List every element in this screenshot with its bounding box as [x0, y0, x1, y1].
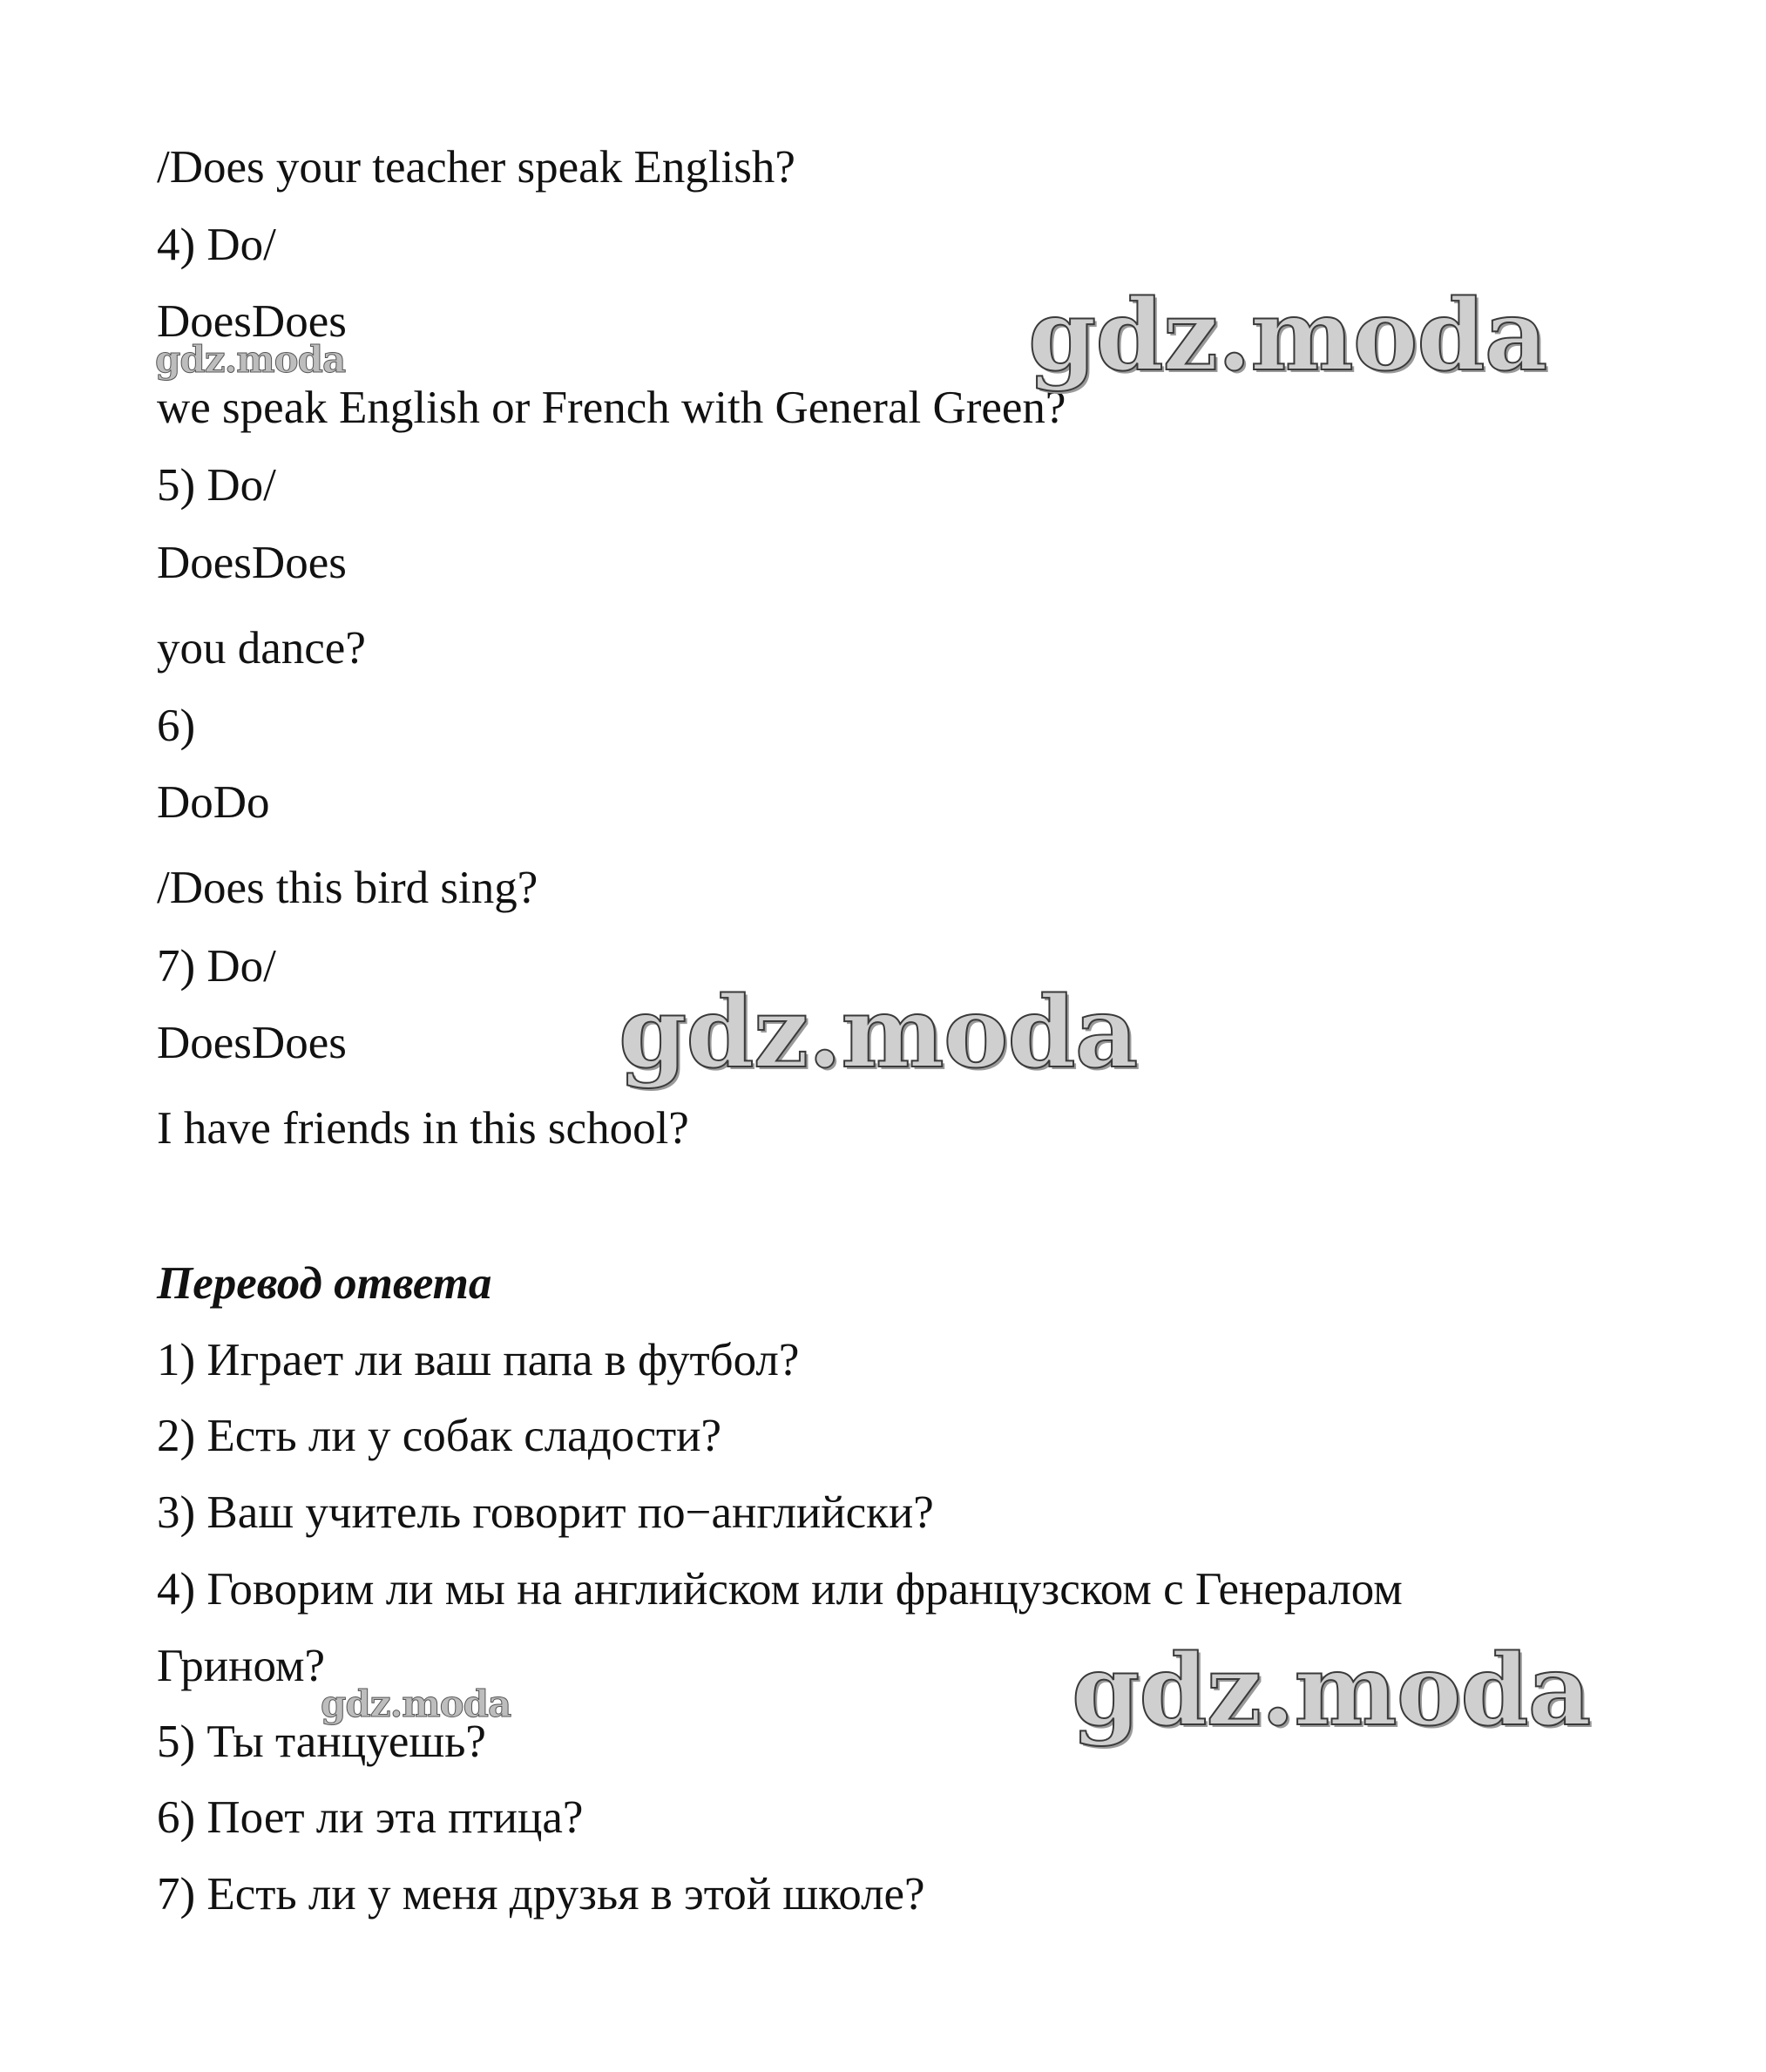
translation-heading: Перевод ответа [157, 1258, 492, 1309]
answer-line-7: you dance? [157, 623, 366, 674]
answer-line-6: DoesDoes [157, 538, 347, 588]
translation-line-8: 7) Есть ли у меня друзья в этой школе? [157, 1869, 925, 1920]
translation-line-2: 2) Есть ли у собак сладости? [157, 1411, 722, 1461]
answer-line-13: I have friends in this school? [157, 1103, 689, 1154]
watermark-logo: gdz.moda [1028, 279, 1547, 393]
answer-line-10: /Does this bird sing? [157, 863, 538, 913]
translation-line-6: 5) Ты танцуешь? [157, 1717, 486, 1767]
translation-line-4: 4) Говорим ли мы на английском или французском с Генералом [157, 1564, 1403, 1615]
answer-line-4: we speak English or French with General Green? [157, 383, 1066, 433]
translation-line-1: 1) Играет ли ваш папа в футбол? [157, 1335, 800, 1385]
answer-line-12: DoesDoes [157, 1018, 347, 1068]
translation-line-3: 3) Ваш учитель говорит по−английски? [157, 1487, 934, 1538]
answer-line-5: 5) Do/ [157, 460, 276, 511]
watermark-logo-small: gdz.moda [155, 338, 346, 381]
answer-line-9: DoDo [157, 777, 270, 828]
watermark-logo: gdz.moda [619, 976, 1138, 1090]
translation-line-5: Грином? [157, 1641, 326, 1691]
watermark-logo: gdz.moda [1072, 1634, 1591, 1748]
answer-line-1: /Does your teacher speak English? [157, 142, 795, 193]
answer-line-2: 4) Do/ [157, 220, 276, 270]
translation-line-7: 6) Поет ли эта птица? [157, 1792, 584, 1843]
answer-line-8: 6) [157, 701, 196, 751]
watermark-logo-small: gdz.moda [321, 1683, 511, 1725]
answer-line-3: DoesDoes [157, 296, 347, 347]
answer-line-11: 7) Do/ [157, 941, 276, 992]
